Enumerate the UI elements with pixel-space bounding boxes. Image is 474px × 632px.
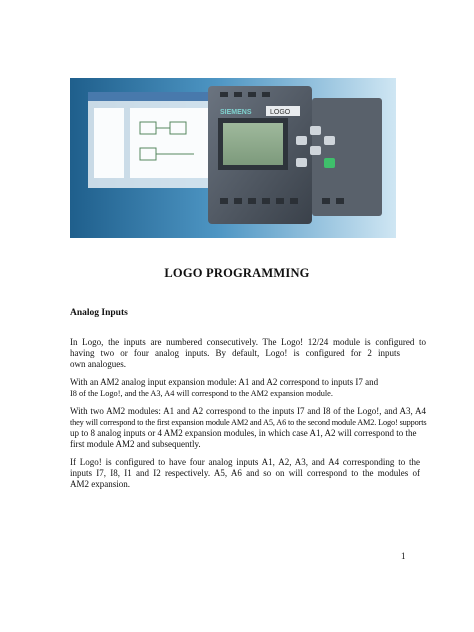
- text-line: first module AM2 and subsequently.: [70, 439, 201, 449]
- text-line: inputs I7, I8, I1 and I2 respectively. A5, A6 and so on will correspond to the modules of: [70, 468, 420, 478]
- text-line: In Logo, the inputs are numbered consecutively. The Logo! 12/24 module is configured to: [70, 337, 426, 347]
- model-label: LOGO: [270, 109, 291, 116]
- logo-module-photo: [70, 78, 396, 238]
- text-line: With two AM2 modules: A1 and A2 correspond to the inputs I7 and I8 of the Logo!, and A3, A4: [70, 406, 426, 416]
- section-heading: Analog Inputs: [70, 308, 128, 318]
- paragraph-3: [70, 406, 426, 450]
- document-title: LOGO PROGRAMMING: [164, 266, 310, 280]
- page-number: 1: [401, 551, 406, 561]
- paragraph-4: [70, 457, 426, 490]
- text-line: they will correspond to the first expansion module AM2 and A5, A6 to the second module AM2. Logo! supports: [70, 418, 427, 427]
- text-line: With an AM2 analog input expansion module: A1 and A2 correspond to inputs I7 and: [70, 377, 379, 387]
- text-line: own analogues.: [70, 359, 126, 369]
- hero-image: [70, 78, 396, 238]
- text-line: up to 8 analog inputs or 4 AM2 expansion modules, in which case A1, A2 will correspond to the: [70, 428, 417, 438]
- paragraph-1: [70, 337, 426, 370]
- text-line: AM2 expansion.: [70, 479, 130, 489]
- text-line: I8 of the Logo!, and the A3, A4 will correspond to the AM2 expansion module.: [70, 389, 333, 398]
- brand-label: SIEMENS: [220, 109, 252, 116]
- text-line: If Logo! is configured to have four analog inputs A1, A2, A3, and A4 corresponding to the: [70, 457, 420, 467]
- text-line: having two or four analog inputs. By default, Logo! is configured for 2 inputs: [70, 348, 400, 358]
- paragraph-2: [70, 377, 426, 399]
